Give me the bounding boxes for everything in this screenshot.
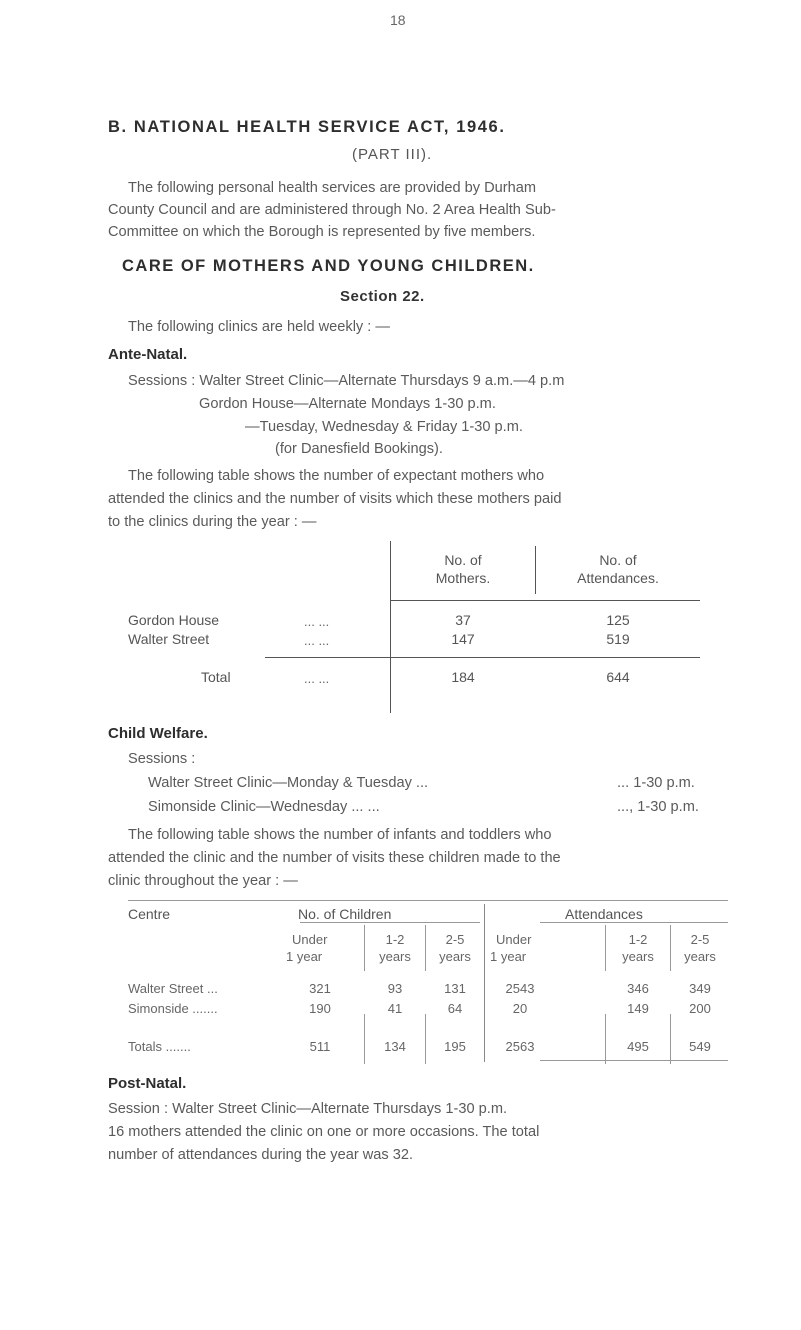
intro-line-2: County Council and are administered through No. 2 Area Health Sub- (108, 202, 556, 218)
cell-value: 149 (627, 1001, 649, 1016)
header-attendances-1: No. of (599, 552, 637, 568)
ante-natal-heading: Ante-Natal. (108, 346, 188, 363)
total-label: Total (201, 669, 231, 685)
row-mothers: 147 (451, 631, 475, 647)
sub-header-att-under-1: Under (496, 932, 532, 947)
clinics-intro: The following clinics are held weekly : — (128, 319, 390, 335)
page-number: 18 (390, 12, 406, 28)
sub-header-att-2-5b: years (684, 949, 716, 964)
sub-header-under-1: Under (292, 932, 328, 947)
total-label: Totals ....... (128, 1039, 191, 1054)
ante-session-1: Sessions : Walter Street Clinic—Alternate Thursdays 9 a.m.—4 p.m (128, 373, 565, 389)
child-session-1-time: ... 1-30 p.m. (617, 775, 695, 791)
row-name: Walter Street (128, 631, 210, 647)
cell-value: 200 (689, 1001, 711, 1016)
sub-header-att-under-1b: 1 year (490, 949, 527, 964)
cell-value: 93 (387, 981, 403, 996)
ante-table-intro-3: to the clinics during the year : — (108, 514, 317, 530)
child-session-2: Simonside Clinic—Wednesday ... ... (148, 799, 380, 815)
child-sessions-label: Sessions : (128, 751, 196, 767)
child-session-2-time: ..., 1-30 p.m. (617, 799, 699, 815)
sub-header-2-5b: years (439, 949, 471, 964)
care-heading: CARE OF MOTHERS AND YOUNG CHILDREN. (122, 257, 535, 275)
intro-line-1: The following personal health services are provided by Durham (128, 180, 537, 196)
cell-value: 131 (444, 981, 466, 996)
total-value: 549 (689, 1039, 711, 1054)
sub-header-1-2b: years (379, 949, 411, 964)
child-table-intro-2: attended the clinic and the number of visits these children made to the (108, 850, 561, 866)
cell-value: 349 (689, 981, 711, 996)
total-value: 495 (627, 1039, 649, 1054)
header-mothers-2: Mothers. (435, 570, 491, 586)
sub-header-att-1-2: 1-2 (628, 932, 648, 947)
total-value: 511 (309, 1039, 331, 1054)
total-value: 195 (444, 1039, 466, 1054)
row-attendances: 125 (606, 612, 630, 628)
row-name: Simonside ....... (128, 1001, 218, 1016)
header-attendances-2: Attendances. (577, 570, 659, 586)
header-mothers-1: No. of (444, 552, 482, 568)
child-welfare-heading: Child Welfare. (108, 725, 208, 742)
header-attendances: Attendances (565, 906, 643, 922)
total-dots: ... ... (304, 671, 330, 686)
row-mothers: 37 (455, 612, 471, 628)
header-centre: Centre (128, 906, 171, 922)
section-heading: Section 22. (340, 288, 425, 305)
post-natal-heading: Post-Natal. (108, 1075, 187, 1092)
act-heading: B. NATIONAL HEALTH SERVICE ACT, 1946. (108, 118, 506, 136)
child-table-intro-1: The following table shows the number of infants and toddlers who (128, 827, 552, 843)
ante-table-intro-1: The following table shows the number of expectant mothers who (128, 468, 545, 484)
total-value: 134 (384, 1039, 406, 1054)
row-dots: ... ... (304, 614, 330, 629)
cell-value: 346 (627, 981, 649, 996)
total-attendances: 644 (606, 669, 630, 685)
ante-session-3: —Tuesday, Wednesday & Friday 1-30 p.m. (245, 419, 523, 435)
child-session-1: Walter Street Clinic—Monday & Tuesday ... (148, 775, 429, 791)
sub-header-1-2: 1-2 (385, 932, 405, 947)
cell-value: 64 (447, 1001, 463, 1016)
part-heading: (PART III). (352, 146, 433, 163)
post-natal-line-1: Session : Walter Street Clinic—Alternate Thursdays 1-30 p.m. (108, 1101, 508, 1117)
cell-value: 190 (309, 1001, 331, 1016)
cell-value: 41 (387, 1001, 403, 1016)
post-natal-line-2: 16 mothers attended the clinic on one or more occasions. The total (108, 1124, 540, 1140)
child-table-intro-3: clinic throughout the year : — (108, 873, 298, 889)
sub-header-2-5: 2-5 (445, 932, 465, 947)
total-mothers: 184 (451, 669, 475, 685)
sub-header-under-1b: 1 year (286, 949, 323, 964)
sub-header-att-2-5: 2-5 (690, 932, 710, 947)
header-no-of-children: No. of Children (298, 906, 392, 922)
ante-table-intro-2: attended the clinics and the number of visits which these mothers paid (108, 491, 562, 507)
cell-value: 321 (309, 981, 331, 996)
row-attendances: 519 (606, 631, 630, 647)
intro-line-3: Committee on which the Borough is represented by five members. (108, 224, 536, 240)
sub-header-att-1-2b: years (622, 949, 654, 964)
cell-value: 20 (512, 1001, 528, 1016)
post-natal-line-3: number of attendances during the year was 32. (108, 1147, 414, 1163)
row-name: Gordon House (128, 612, 220, 628)
cell-value: 2543 (505, 981, 535, 996)
row-name: Walter Street ... (128, 981, 218, 996)
total-value: 2563 (505, 1039, 535, 1054)
ante-session-2: Gordon House—Alternate Mondays 1-30 p.m. (199, 396, 496, 412)
row-dots: ... ... (304, 633, 330, 648)
ante-session-4: (for Danesfield Bookings). (275, 441, 443, 457)
